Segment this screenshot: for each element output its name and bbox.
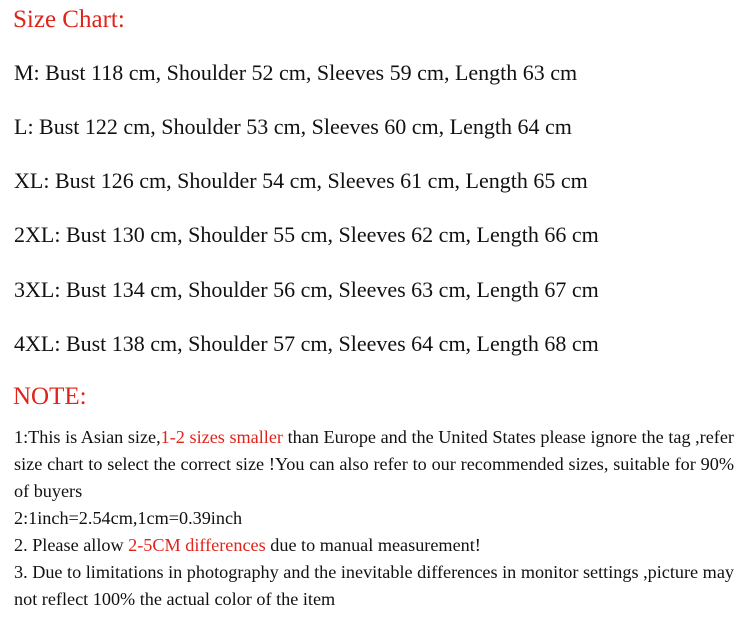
note-item-differences-prefix: 2. Please allow [14, 535, 129, 555]
note-item-differences [14, 532, 734, 559]
note-item-differences-suffix: due to manual measurement! [265, 535, 481, 555]
note-title: NOTE: [13, 383, 87, 410]
note-item-asian-size [14, 424, 734, 505]
note-item-asian-size-prefix: 1:This is Asian size, [14, 427, 161, 447]
size-row-3xl: 3XL: Bust 134 cm, Shoulder 56 cm, Sleeves 63 cm, Length 67 cm [14, 277, 599, 302]
note-item-differences-highlight: 2-5CM differences [128, 535, 266, 555]
size-row-xl: XL: Bust 126 cm, Shoulder 54 cm, Sleeves 61 cm, Length 65 cm [14, 168, 588, 193]
size-chart-title: Size Chart: [13, 6, 125, 33]
note-item-asian-size-suffix: than Europe and the United States please ignore the tag ,refer size chart to select the correct size !You can also refer to our recommended sizes, suitable for 90% of buyers [14, 427, 734, 501]
size-row-m: M: Bust 118 cm, Shoulder 52 cm, Sleeves 59 cm, Length 63 cm [14, 60, 578, 85]
note-item-photography: 3. Due to limitations in photography and the inevitable differences in monitor settings ,picture may not reflect 100% the actual color of the item [14, 562, 734, 609]
size-row-4xl: 4XL: Bust 138 cm, Shoulder 57 cm, Sleeves 64 cm, Length 68 cm [14, 331, 599, 356]
size-row-2xl: 2XL: Bust 130 cm, Shoulder 55 cm, Sleeves 62 cm, Length 66 cm [14, 222, 599, 247]
note-item-asian-size-highlight: 1-2 sizes smaller [160, 427, 283, 447]
note-item-conversion: 2:1inch=2.54cm,1cm=0.39inch [14, 508, 243, 528]
size-row-l: L: Bust 122 cm, Shoulder 53 cm, Sleeves 60 cm, Length 64 cm [14, 114, 572, 139]
